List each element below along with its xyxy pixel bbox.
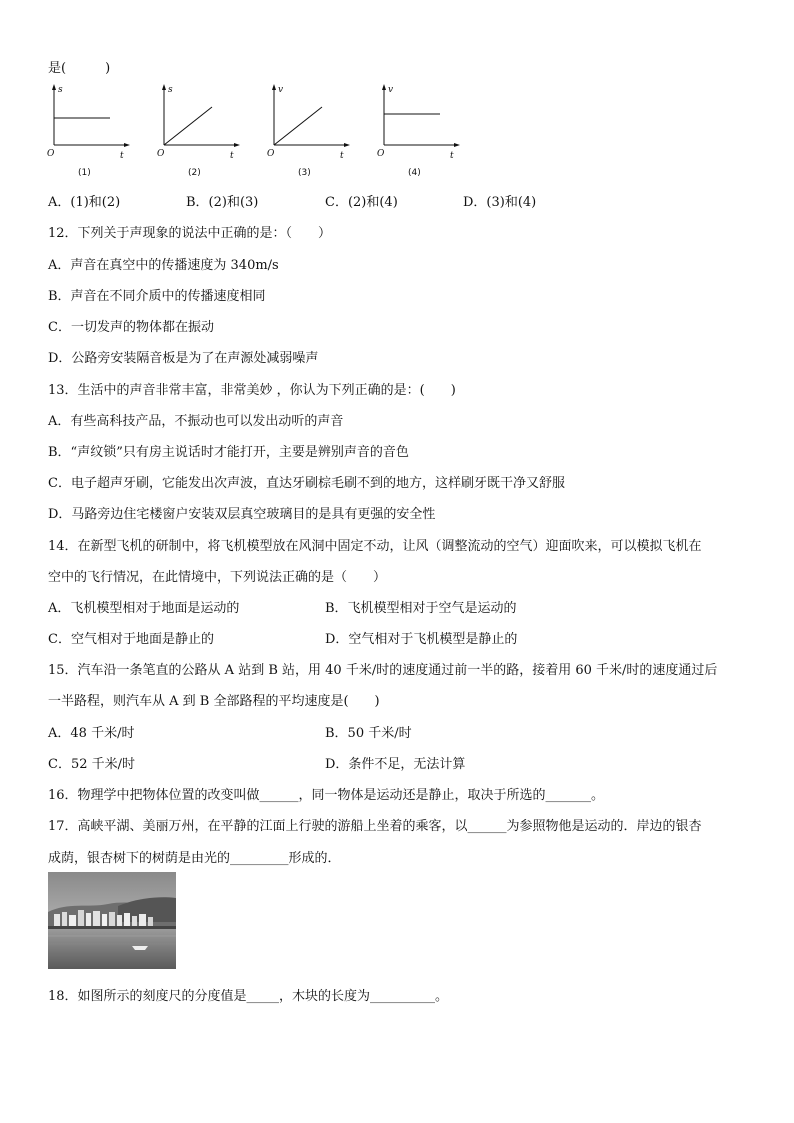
q17-stem-line-2: 成荫，银杏树下的树荫是由光的_________形成的． [48,851,341,866]
q12-option-c: C．一切发声的物体都在振动 [48,320,214,335]
q15-option-a: A．48 千米/时 [48,726,135,741]
q14-option-d: D．空气相对于飞机模型是静止的 [325,632,518,647]
q15-option-b: B．50 千米/时 [325,726,412,741]
q11-stem-tail: 是( ) [48,61,111,76]
graph-4-caption: (4) [408,168,421,178]
graph-3-origin: O [267,149,275,159]
q14-stem-line-2: 空中的飞行情况，在此情境中，下列说法正确的是（ ） [48,570,387,585]
graph-3-y-label: v [278,85,284,95]
graph-2-line [164,107,212,145]
q14-option-b: B．飞机模型相对于空气是运动的 [325,601,517,616]
q13-option-a: A．有些高科技产品，不振动也可以发出动听的声音 [48,414,344,429]
q12-option-b: B．声音在不同介质中的传播速度相同 [48,289,266,304]
graph-4-svg [374,80,464,180]
graph-3-svg [264,80,354,180]
graph-2-origin: O [157,149,165,159]
graph-1-caption: (1) [78,168,91,178]
graph-2-caption: (2) [188,168,201,178]
graph-2-x-label: t [230,151,234,161]
q12-option-d: D．公路旁安装隔音板是为了在声源处减弱噪声 [48,351,319,366]
q11-option-d: D．(3)和(4) [463,195,537,210]
q13-option-c: C．电子超声牙刷，它能发出次声波，直达牙刷棕毛刷不到的地方，这样刷牙既干净又舒服 [48,476,565,491]
q14-option-c: C．空气相对于地面是静止的 [48,632,214,647]
graph-4-x-label: t [450,151,454,161]
q11-option-b: B．(2)和(3) [186,195,259,210]
q14-stem-line-1: 14．在新型飞机的研制中，将飞机模型放在风洞中固定不动，让风（调整流动的空气）迎面吹来，可以模拟飞机在 [48,539,702,554]
q11-option-a: A．(1)和(2) [48,195,121,210]
graph-1 [44,80,134,180]
q15-stem-line-1: 15．汽车沿一条笔直的公路从 A 站到 B 站，用 40 千米/时的速度通过前一半的路，接着用 60 千米/时的速度通过后 [48,663,718,678]
graph-4-y-label: v [388,85,394,95]
q13-stem: 13．生活中的声音非常丰富，非常美妙 ，你认为下列正确的是：( ) [48,383,456,398]
graph-1-origin: O [47,149,55,159]
graph-2 [154,80,244,180]
q15-option-c: C．52 千米/时 [48,757,136,772]
graph-1-y-label: s [58,85,63,95]
q13-option-d: D．马路旁边住宅楼窗户安装双层真空玻璃目的是具有更强的安全性 [48,507,436,522]
graph-2-y-label: s [168,85,173,95]
graph-4 [374,80,464,180]
graph-4-origin: O [377,149,385,159]
q13-option-b: B．“声纹锁”只有房主说话时才能打开，主要是辨别声音的音色 [48,445,409,460]
q17-stem-line-1: 17．高峡平湖、美丽万州，在平静的江面上行驶的游船上坐着的乘客，以______为参照物他是运动的．岸边的银杏 [48,819,702,834]
graph-2-svg [154,80,244,180]
graph-3-x-label: t [340,151,344,161]
q12-stem: 12．下列关于声现象的说法中正确的是：（ ） [48,226,332,241]
q11-option-c: C．(2)和(4) [325,195,398,210]
q14-option-a: A．飞机模型相对于地面是运动的 [48,601,240,616]
q18-stem: 18．如图所示的刻度尺的分度值是_____，木块的长度为__________。 [48,989,449,1004]
q15-option-d: D．条件不足，无法计算 [325,757,466,772]
graph-1-x-label: t [120,151,124,161]
lakeside-town-photo-svg [48,872,176,969]
graph-1-svg [44,80,134,180]
graph-3-line [274,107,322,145]
graph-3-caption: (3) [298,168,311,178]
graph-3 [264,80,354,180]
q16-stem: 16．物理学中把物体位置的改变叫做______，同一物体是运动还是静止，取决于所选的_______。 [48,788,605,803]
q12-option-a: A．声音在真空中的传播速度为 340m/s [48,258,279,273]
q15-stem-line-2: 一半路程，则汽车从 A 到 B 全部路程的平均速度是( ) [48,694,380,709]
lakeside-town-photo [48,872,176,969]
